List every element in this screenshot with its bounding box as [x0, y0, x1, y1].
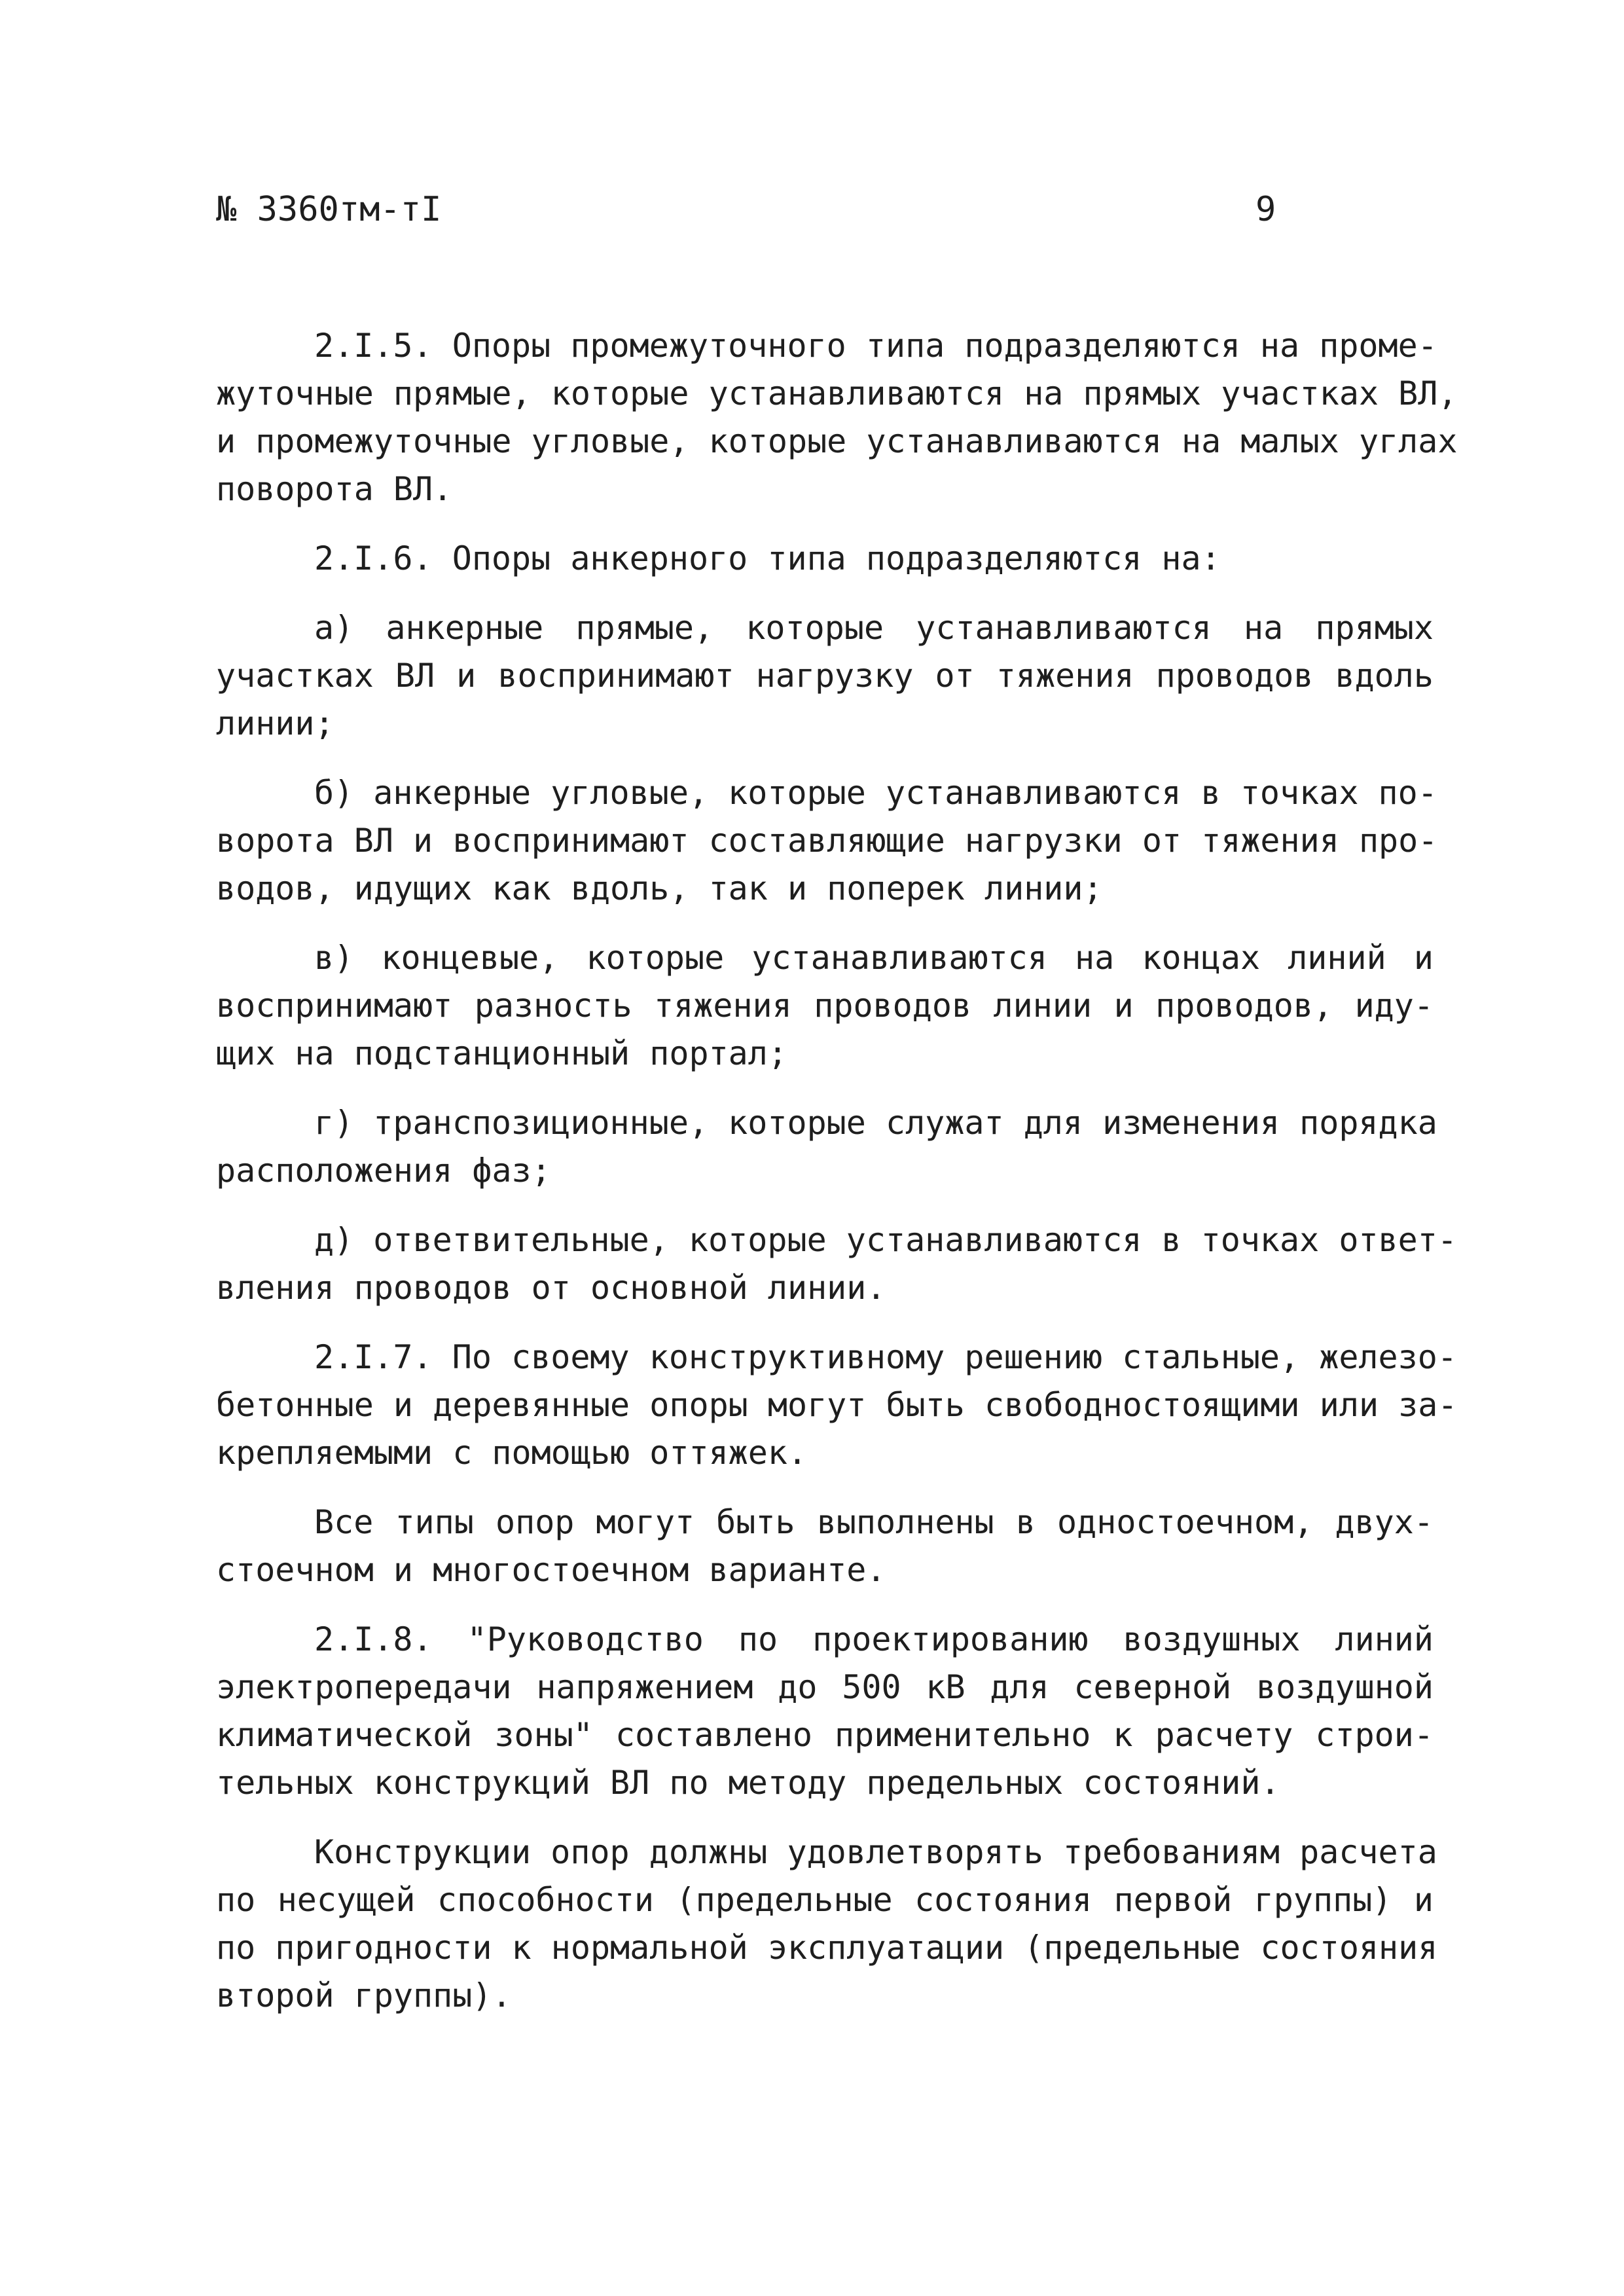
paragraph: [216, 604, 1434, 748]
paragraph: [216, 1216, 1457, 1312]
text-line: б) анкерные угловые, которые устанавливаются в точках по-: [314, 774, 1437, 812]
text-line: д) ответвительные, которые устанавливаются в точках ответ-: [314, 1221, 1457, 1259]
paragraph: [216, 535, 1434, 583]
text-line: 2.I.8. "Руководство по проектированию воздушных линий: [314, 1620, 1434, 1658]
text-line: воспринимают разность тяжения проводов линии и проводов, иду-: [216, 987, 1434, 1025]
body-text: [216, 322, 1458, 2041]
page-number: 9: [1255, 190, 1276, 229]
text-line: электропередачи напряжением до 500 кВ для северной воздушной: [216, 1668, 1434, 1706]
paragraph: [216, 1499, 1434, 1594]
text-line: тельных конструкций ВЛ по методу предельных состояний.: [216, 1764, 1280, 1802]
paragraph: [216, 934, 1434, 1078]
paragraph: [216, 322, 1458, 513]
paragraph: [216, 1334, 1458, 1477]
text-line: по несущей способности (предельные состояния первой группы) и: [216, 1881, 1434, 1919]
document-number: № 3360тм-тI: [216, 190, 442, 229]
text-line: в) концевые, которые устанавливаются на концах линий и: [314, 939, 1434, 977]
text-line: расположения фаз;: [216, 1152, 551, 1190]
text-line: жуточные прямые, которые устанавливаются на прямых участках ВЛ,: [216, 374, 1458, 412]
text-line: крепляемыми с помощью оттяжек.: [216, 1434, 808, 1472]
text-line: 2.I.6. Опоры анкерного типа подразделяются на:: [314, 539, 1221, 577]
text-line: участках ВЛ и воспринимают нагрузку от тяжения проводов вдоль: [216, 657, 1434, 695]
text-line: бетонные и деревянные опоры могут быть свободностоящими или за-: [216, 1386, 1458, 1424]
text-line: и промежуточные угловые, которые устанавливаются на малых углах: [216, 422, 1458, 460]
text-line: ворота ВЛ и воспринимают составляющие нагрузки от тяжения про-: [216, 822, 1438, 860]
text-line: поворота ВЛ.: [216, 470, 453, 508]
paragraph: [216, 1829, 1438, 2020]
text-line: щих на подстанционный портал;: [216, 1034, 787, 1072]
text-line: стоечном и многостоечном варианте.: [216, 1551, 886, 1589]
paragraph: [216, 1099, 1437, 1195]
text-line: 2.I.5. Опоры промежуточного типа подразделяются на проме-: [314, 327, 1437, 365]
text-line: 2.I.7. По своему конструктивному решению стальные, железо-: [314, 1338, 1457, 1376]
text-line: Все типы опор могут быть выполнены в одностоечном, двух-: [314, 1503, 1434, 1541]
text-line: второй группы).: [216, 1977, 512, 2014]
text-line: водов, идущих как вдоль, так и поперек линии;: [216, 869, 1103, 907]
text-line: по пригодности к нормальной эксплуатации (предельные состояния: [216, 1929, 1438, 1967]
text-line: а) анкерные прямые, которые устанавливаются на прямых: [314, 609, 1434, 647]
text-line: линии;: [216, 704, 334, 742]
text-line: Конструкции опор должны удовлетворять требованиям расчета: [314, 1833, 1437, 1871]
text-line: вления проводов от основной линии.: [216, 1269, 886, 1307]
paragraph: [216, 1616, 1434, 1807]
text-line: климатической зоны" составлено применительно к расчету строи-: [216, 1716, 1434, 1754]
text-line: г) транспозиционные, которые служат для изменения порядка: [314, 1104, 1437, 1142]
paragraph: [216, 769, 1438, 913]
